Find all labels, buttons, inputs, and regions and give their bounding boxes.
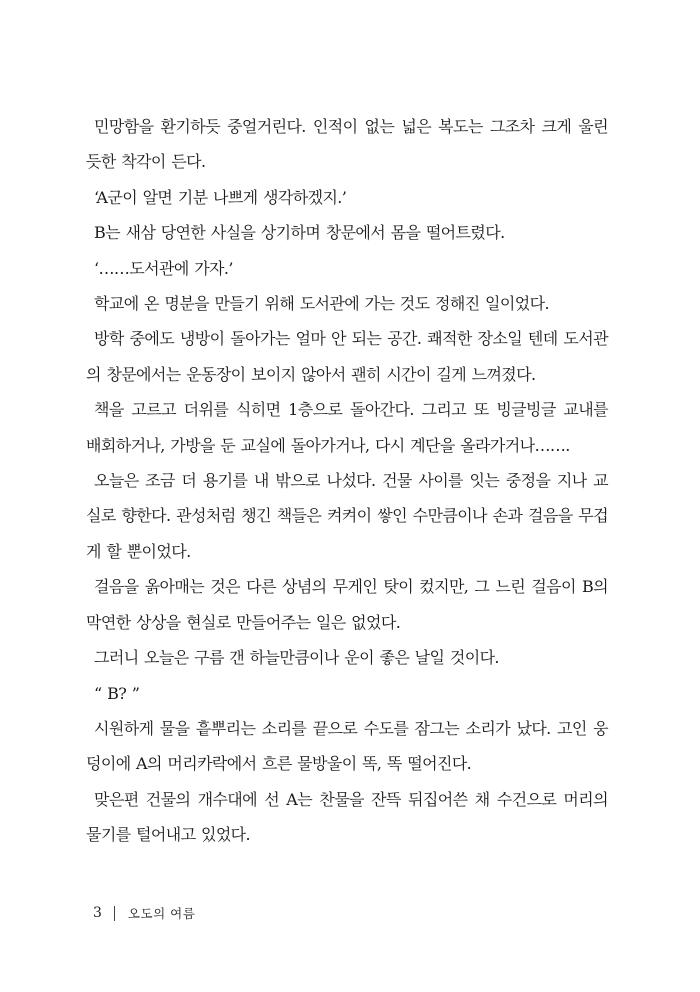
paragraph: 민망함을 환기하듯 중얼거린다. 인적이 없는 넓은 복도는 그조차 크게 울린 듯한 착각이 든다.: [86, 117, 608, 172]
paragraph: ‘……도서관에 가자.’: [94, 258, 233, 278]
paragraph: “ B? ”: [94, 683, 140, 703]
paragraph: 시원하게 물을 흩뿌리는 소리를 끝으로 수도를 잠그는 소리가 났다. 고인 웅덩이에 A의 머리카락에서 흐른 물방울이 똑, 똑 떨어진다.: [86, 718, 608, 774]
paragraph: ‘A군이 알면 기분 나쁘게 생각하겠지.’: [94, 187, 347, 207]
paragraph: 책을 고르고 더위를 식히면 1층으로 돌아간다. 그리고 또 빙글빙글 교내를 배회하거나, 가방을 둔 교실에 돌아가거나, 다시 계단을 올라가거나…….: [86, 400, 608, 455]
footer-divider: [114, 906, 115, 921]
paragraph: 방학 중에도 냉방이 돌아가는 얼마 안 되는 공간. 쾌적한 장소일 텐데 도서관의 창문에서는 운동장이 보이지 않아서 괜히 시간이 길게 느껴졌다.: [86, 329, 608, 384]
paragraph: 그러니 오늘은 구름 갠 하늘만큼이나 운이 좋은 날일 것이다.: [94, 648, 499, 668]
book-title: 오도의 여름: [127, 906, 196, 921]
paragraph: B는 새삼 당연한 사실을 상기하며 창문에서 몸을 떨어트렸다.: [94, 223, 505, 243]
paragraph: 학교에 온 명분을 만들기 위해 도서관에 가는 것도 정해진 일이었다.: [94, 294, 549, 314]
paragraph: 걸음을 옭아매는 것은 다른 상념의 무게인 탓이 컸지만, 그 느린 걸음이 B의 막연한 상상을 현실로 만들어주는 일은 없었다.: [86, 577, 608, 632]
page-footer: [93, 903, 195, 923]
body-text: [86, 109, 608, 853]
paragraph: 오늘은 조금 더 용기를 내 밖으로 나섰다. 건물 사이를 잇는 중정을 지나 교실로 향한다. 관성처럼 챙긴 책들은 켜켜이 쌓인 수만큼이나 손과 걸음을 무겁게 할 뿐이었다.: [86, 471, 608, 561]
paragraph: 맞은편 건물의 개수대에 선 A는 찬물을 잔뜩 뒤집어쓴 채 수건으로 머리의 물기를 털어내고 있었다.: [86, 789, 608, 845]
page-number: 3: [93, 905, 102, 921]
